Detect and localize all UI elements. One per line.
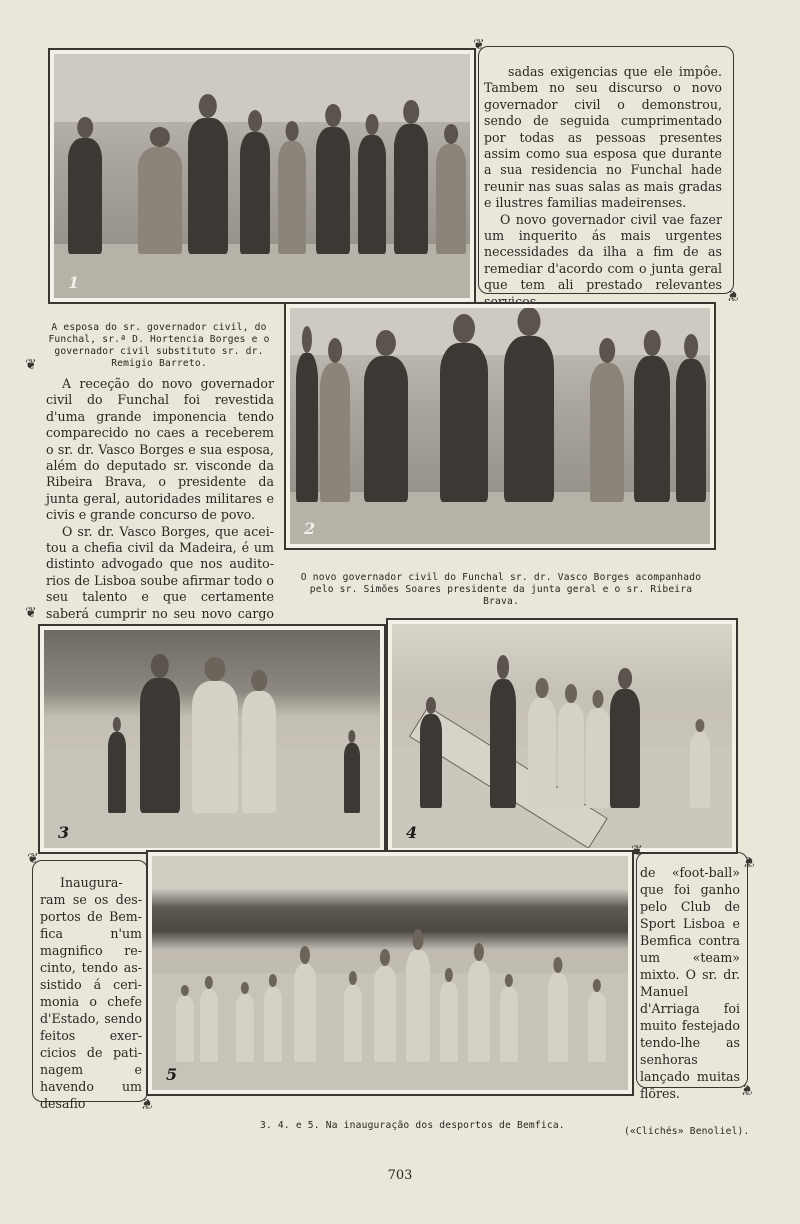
photo-5-frame: [146, 850, 634, 1096]
photo-1-reception-crowd: [54, 54, 470, 298]
photo-5-gymnastics: [152, 856, 628, 1090]
article-column-bottom-left: [40, 874, 142, 1112]
article-paragraph: O novo governador civil vae fazer um inquerito ás mais urgentes necessidades da ilha a fim de as remediar d'acordo com o junta geral que tem ali prestado relevantes: [484, 211, 722, 293]
photo-3-skaters: [44, 630, 380, 848]
article-paragraph: Inauguraram se os desportos de Bemfica n'um magnifico recinto, tendo assistido á cerimonia o chefe d'Estado, sendo feitos exercicios de patinagem e havendo um desafio: [40, 875, 142, 1111]
photo-2-caption: [290, 572, 712, 608]
photo-2-caption-line-1: O novo governador civil do Funchal sr. dr. Vasco Borges acompanhado: [300, 572, 702, 583]
photo-2-caption-line-2: pelo sr. Simões Soares presidente da junta geral e o sr. Ribeira Brava.: [309, 584, 693, 607]
photo-3-number: 3: [58, 823, 70, 842]
article-column-middle-left: [46, 376, 274, 639]
article-paragraph: sadas exigencias que ele impôe. Tambem no seu discurso o novo governador civil o demonstrou, sendo de seguida cumprimentado por todas as pessoas presentes assim como sua esposa que durante a sua residencia no Funchal hade reunir nas suas salas as mais gradas e ilustres familias madeirenses.: [484, 64, 722, 211]
article-paragraph: de «foot-ball» que foi ganho pelo Club de Sport Lisboa e Bemfica contra um «team» mixto. O sr. dr. Manuel d'Arriaga foi muito festejado tendo-lhe as senhoras lançado muitas flôres.: [640, 865, 740, 1101]
photo-2-governor-walking: [290, 308, 710, 544]
article-paragraph: A receção do novo governador civil do Funchal foi revestida d'uma grande imponencia tendo comparecido no caes a receberem o sr. dr. Vasco Borges e sua esposa, além do deputado sr. visconde da Ribeira Brava, o presidente da junta geral, autoridades militares e civis e grande concurso de povo.: [46, 376, 274, 523]
photo-credit: («Clichés» Benoliel).: [624, 1126, 750, 1137]
photo-4-frame: [386, 618, 738, 854]
photos-3-4-5-caption: 3. 4. e 5. Na inauguração dos desportos de Bemfica.: [260, 1120, 565, 1131]
page-number: 703: [387, 1168, 413, 1183]
article-column-top-right: [484, 64, 722, 310]
photo-2-number: 2: [304, 519, 316, 538]
photo-2-frame: [284, 302, 716, 550]
article-column-bottom-right: [640, 864, 740, 1102]
photo-1-caption: A esposa do sr. governador civil, do Funchal, sr.ª D. Hortencia Borges e o governador civil substituto sr. dr. Remigio Barreto.: [48, 322, 270, 369]
photo-5-number: 5: [166, 1065, 178, 1084]
article-paragraph: O sr. dr. Vasco Borges, que aceitou a chefia civil da Madeira, é um distinto advogado que nos auditorios de Lisboa soube afirmar todo o seu talento e que certamente saberá cumprir no seu novo cargo: [46, 523, 274, 621]
photo-4-skating-ramp: [392, 624, 732, 848]
photo-4-number: 4: [406, 823, 418, 842]
photo-1-number: 1: [68, 273, 80, 292]
photo-3-frame: [38, 624, 386, 854]
photo-1-frame: [48, 48, 476, 304]
